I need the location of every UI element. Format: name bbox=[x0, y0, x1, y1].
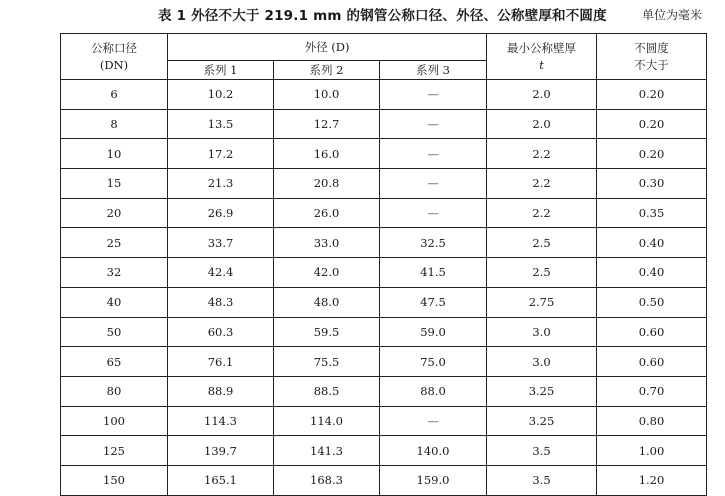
cell-series-1: 165.1 bbox=[168, 465, 274, 495]
table-row bbox=[61, 169, 707, 199]
cell-out-of-roundness: 0.60 bbox=[597, 317, 707, 347]
cell-series-3: 75.0 bbox=[380, 347, 487, 377]
header-min-wall-thickness bbox=[487, 34, 597, 80]
cell-wall-thickness: 3.25 bbox=[487, 376, 597, 406]
cell-out-of-roundness: 0.40 bbox=[597, 228, 707, 258]
header-outside-diameter: 外径 (D) bbox=[168, 34, 487, 61]
table-row bbox=[61, 317, 707, 347]
cell-series-2: 48.0 bbox=[274, 287, 380, 317]
cell-series-1: 13.5 bbox=[168, 109, 274, 139]
cell-series-2: 59.5 bbox=[274, 317, 380, 347]
header-dn-line2: (DN) bbox=[99, 57, 129, 72]
cell-series-1: 10.2 bbox=[168, 80, 274, 110]
table-row bbox=[61, 139, 707, 169]
cell-out-of-roundness: 0.20 bbox=[597, 139, 707, 169]
cell-out-of-roundness: 0.80 bbox=[597, 406, 707, 436]
cell-series-3: — bbox=[380, 80, 487, 110]
cell-series-3: — bbox=[380, 169, 487, 199]
cell-wall-thickness: 2.0 bbox=[487, 109, 597, 139]
cell-dn: 10 bbox=[61, 139, 168, 169]
table-title: 表 1 外径不大于 219.1 mm 的钢管公称口径、外径、公称壁厚和不圆度 bbox=[158, 8, 607, 24]
header-nominal-diameter bbox=[61, 34, 168, 80]
cell-series-1: 33.7 bbox=[168, 228, 274, 258]
cell-wall-thickness: 3.0 bbox=[487, 317, 597, 347]
cell-dn: 65 bbox=[61, 347, 168, 377]
header-out-of-roundness bbox=[597, 34, 707, 80]
cell-out-of-roundness: 1.20 bbox=[597, 465, 707, 495]
cell-out-of-roundness: 0.30 bbox=[597, 169, 707, 199]
cell-out-of-roundness: 0.20 bbox=[597, 80, 707, 110]
cell-series-2: 114.0 bbox=[274, 406, 380, 436]
unit-note: 单位为毫米 bbox=[642, 8, 703, 22]
header-series-3: 系列 3 bbox=[380, 61, 487, 80]
cell-series-2: 12.7 bbox=[274, 109, 380, 139]
table-row bbox=[61, 258, 707, 288]
cell-wall-thickness: 2.5 bbox=[487, 228, 597, 258]
pipe-dimensions-table bbox=[60, 33, 707, 496]
cell-series-2: 10.0 bbox=[274, 80, 380, 110]
cell-wall-thickness: 2.2 bbox=[487, 139, 597, 169]
cell-series-2: 42.0 bbox=[274, 258, 380, 288]
cell-dn: 8 bbox=[61, 109, 168, 139]
cell-series-3: — bbox=[380, 198, 487, 228]
cell-series-3: 88.0 bbox=[380, 376, 487, 406]
table-row bbox=[61, 406, 707, 436]
cell-series-1: 26.9 bbox=[168, 198, 274, 228]
cell-series-1: 60.3 bbox=[168, 317, 274, 347]
title-row bbox=[0, 0, 725, 30]
cell-dn: 50 bbox=[61, 317, 168, 347]
cell-series-1: 139.7 bbox=[168, 436, 274, 466]
header-round-line2: 不大于 bbox=[634, 57, 669, 72]
cell-dn: 100 bbox=[61, 406, 168, 436]
cell-series-1: 48.3 bbox=[168, 287, 274, 317]
cell-series-3: — bbox=[380, 406, 487, 436]
cell-wall-thickness: 3.25 bbox=[487, 406, 597, 436]
header-dn-line1: 公称口径 bbox=[91, 40, 137, 55]
header-series-1: 系列 1 bbox=[168, 61, 274, 80]
header-series-2: 系列 2 bbox=[274, 61, 380, 80]
table-row bbox=[61, 347, 707, 377]
cell-series-1: 42.4 bbox=[168, 258, 274, 288]
cell-dn: 6 bbox=[61, 80, 168, 110]
table-row bbox=[61, 465, 707, 495]
cell-series-3: 32.5 bbox=[380, 228, 487, 258]
cell-series-3: 159.0 bbox=[380, 465, 487, 495]
table-row bbox=[61, 436, 707, 466]
cell-dn: 80 bbox=[61, 376, 168, 406]
cell-series-3: 47.5 bbox=[380, 287, 487, 317]
cell-series-3: — bbox=[380, 139, 487, 169]
table-row bbox=[61, 109, 707, 139]
cell-wall-thickness: 3.5 bbox=[487, 465, 597, 495]
cell-wall-thickness: 3.0 bbox=[487, 347, 597, 377]
cell-dn: 125 bbox=[61, 436, 168, 466]
cell-series-2: 168.3 bbox=[274, 465, 380, 495]
cell-series-3: 140.0 bbox=[380, 436, 487, 466]
cell-out-of-roundness: 0.60 bbox=[597, 347, 707, 377]
cell-wall-thickness: 2.2 bbox=[487, 198, 597, 228]
cell-series-2: 16.0 bbox=[274, 139, 380, 169]
cell-series-1: 88.9 bbox=[168, 376, 274, 406]
cell-series-2: 20.8 bbox=[274, 169, 380, 199]
cell-out-of-roundness: 0.50 bbox=[597, 287, 707, 317]
cell-wall-thickness: 2.2 bbox=[487, 169, 597, 199]
header-round-line1: 不圆度 bbox=[634, 40, 669, 55]
cell-series-2: 75.5 bbox=[274, 347, 380, 377]
cell-series-1: 114.3 bbox=[168, 406, 274, 436]
cell-series-3: — bbox=[380, 109, 487, 139]
cell-out-of-roundness: 0.70 bbox=[597, 376, 707, 406]
table-row bbox=[61, 287, 707, 317]
cell-dn: 15 bbox=[61, 169, 168, 199]
cell-series-1: 21.3 bbox=[168, 169, 274, 199]
cell-out-of-roundness: 0.20 bbox=[597, 109, 707, 139]
cell-series-3: 59.0 bbox=[380, 317, 487, 347]
table-row bbox=[61, 80, 707, 110]
cell-out-of-roundness: 0.40 bbox=[597, 258, 707, 288]
cell-series-3: 41.5 bbox=[380, 258, 487, 288]
cell-out-of-roundness: 0.35 bbox=[597, 198, 707, 228]
cell-dn: 20 bbox=[61, 198, 168, 228]
cell-out-of-roundness: 1.00 bbox=[597, 436, 707, 466]
cell-series-1: 76.1 bbox=[168, 347, 274, 377]
cell-wall-thickness: 2.75 bbox=[487, 287, 597, 317]
table-body bbox=[61, 80, 707, 496]
cell-series-1: 17.2 bbox=[168, 139, 274, 169]
cell-wall-thickness: 2.5 bbox=[487, 258, 597, 288]
cell-dn: 150 bbox=[61, 465, 168, 495]
cell-dn: 32 bbox=[61, 258, 168, 288]
cell-series-2: 33.0 bbox=[274, 228, 380, 258]
cell-wall-thickness: 3.5 bbox=[487, 436, 597, 466]
cell-dn: 25 bbox=[61, 228, 168, 258]
cell-series-2: 141.3 bbox=[274, 436, 380, 466]
table-row bbox=[61, 376, 707, 406]
cell-series-2: 26.0 bbox=[274, 198, 380, 228]
cell-wall-thickness: 2.0 bbox=[487, 80, 597, 110]
table-row bbox=[61, 228, 707, 258]
cell-series-2: 88.5 bbox=[274, 376, 380, 406]
header-wall-line1: 最小公称壁厚 bbox=[507, 40, 577, 55]
header-wall-line2: t bbox=[539, 57, 544, 72]
cell-dn: 40 bbox=[61, 287, 168, 317]
table-row bbox=[61, 198, 707, 228]
